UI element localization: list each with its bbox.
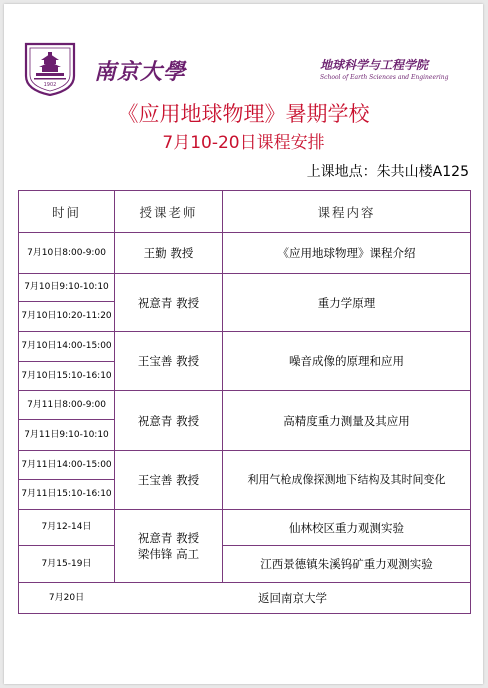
time-slot: 7月15-19日 [41,558,92,569]
time-slot: 7月12-14日 [41,522,92,532]
time-slot: 7月10日 15:10-16:10 [21,370,112,381]
university-name: 南京大學 [94,59,187,85]
schedule-page [4,4,483,684]
time-slot: 7月11日 14:00-15:00 [21,459,112,470]
course-content: 重力学原理 [317,295,376,310]
time-slot: 7月10日 9:10-10:10 [24,282,109,292]
course-content: 仙林校区重力观测实验 [289,520,404,535]
teacher-cell: 祝意青 教授 梁伟锋 高工 [137,531,200,561]
time-slot: 7月20日 [48,592,85,603]
page-title: 《应用地球物理》暑期学校 [117,102,370,126]
time-slot: 7月10日 8:00-9:00 [27,247,106,258]
time-slot: 7月10日 14:00-15:00 [21,341,112,351]
page-subtitle: 7月10-20日课程安排 [162,133,325,153]
time-slot: 7月11日 8:00-9:00 [27,399,106,410]
course-content: 噪音成像的原理和应用 [289,354,404,368]
teacher-cell: 王宝善 教授 [137,473,200,487]
teacher-cell: 祝意青 教授 [137,295,200,310]
university-seal-icon [24,42,76,96]
course-content: 高精度重力测量及其应用 [283,413,410,428]
header-teacher: 授课老师 [139,204,198,220]
course-content: 返回南京大学 [258,591,327,605]
course-content: 利用气枪成像探测地下结构及其时间变化 [247,473,446,486]
school-name-en: School of Earth Sciences and Engineering [320,74,449,81]
school-name-cn: 地球科学与工程学院 [320,58,429,72]
teacher-cell: 王勤 教授 [143,246,194,260]
teacher-cell: 王宝善 教授 [137,354,200,368]
course-content: 《应用地球物理》课程介绍 [277,246,416,260]
header-content: 课程内容 [317,204,376,220]
time-slot: 7月10日 10:20-11:20 [21,311,112,321]
seal-year: 1902 [43,82,57,88]
schedule-table [18,190,471,614]
header-time: 时间 [51,204,81,220]
time-slot: 7月11日 15:10-16:10 [21,489,112,499]
time-slot: 7月11日 9:10-10:10 [24,429,109,440]
class-location: 上课地点：朱共山楼A125 [306,164,469,180]
course-content: 江西景德镇朱溪钨矿重力观测实验 [260,557,433,571]
teacher-cell: 祝意青 教授 [137,413,200,428]
